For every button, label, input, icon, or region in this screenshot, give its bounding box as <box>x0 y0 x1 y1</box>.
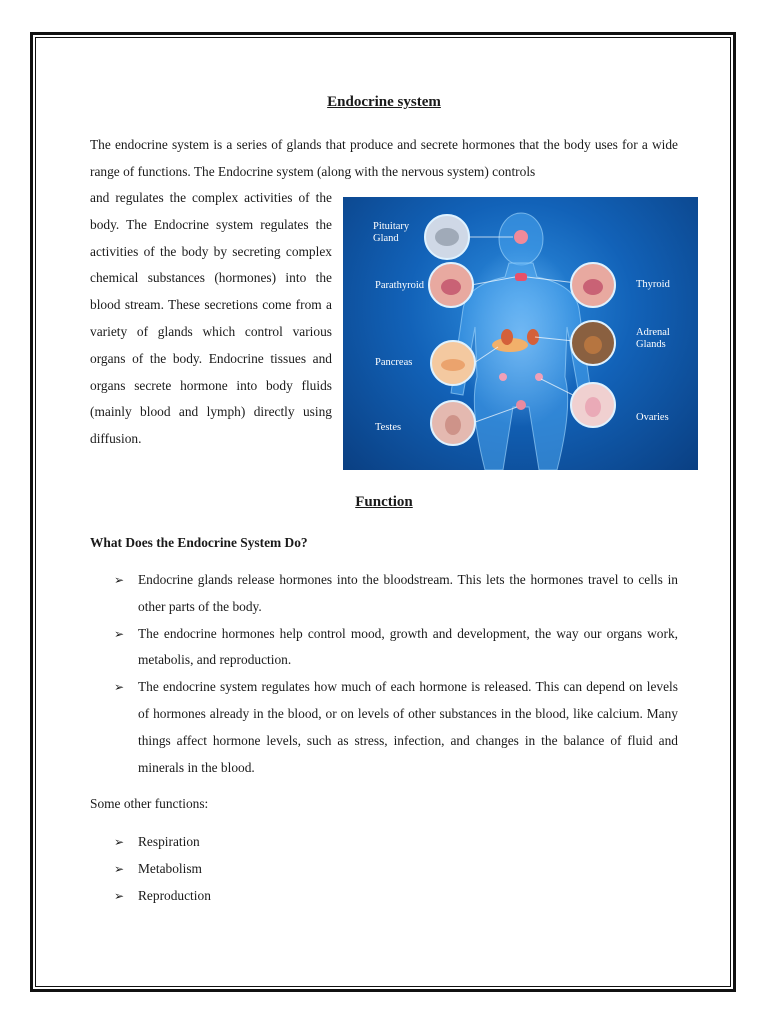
label-pituitary-gland: Pituitary Gland <box>373 221 410 244</box>
bullet-text: The endocrine hormones help control mood, growth and development, the way our organs work, metabolis, and reproduction. <box>138 625 678 668</box>
arrow-bullet-icon: ➢ <box>114 626 125 641</box>
label-testes: Testes <box>375 422 402 433</box>
function-heading: Function <box>355 494 413 510</box>
other-functions-list <box>112 829 211 909</box>
label-parathyroid: Parathyroid <box>375 280 424 291</box>
arrow-bullet-icon: ➢ <box>114 680 125 695</box>
label-pancreas: Pancreas <box>375 357 413 368</box>
label-ovaries: Ovaries <box>636 412 669 423</box>
function-respiration: Respiration <box>138 834 200 849</box>
arrow-bullet-icon: ➢ <box>114 835 125 849</box>
list-item <box>112 621 678 675</box>
bullet-text: The endocrine system regulates how much of each hormone is released. This can depend on levels of hormones already in the blood, or on levels of other substances in the blood, like calcium. Many things affect hormone levels, such as stress, infection, and changes in the balance of fluid and minerals in the blood. <box>138 679 678 775</box>
list-item <box>112 567 678 621</box>
list-item <box>112 856 211 883</box>
arrow-bullet-icon: ➢ <box>114 573 125 587</box>
bullet-text: Endocrine glands release hormones into the bloodstream. This lets the hormones travel to cells in other parts of the body. <box>138 572 678 614</box>
wrapped-paragraph: and regulates the complex activities of the body. The Endocrine system regulates the activities of the body by secreting complex chemical substances (hormones) into the blood stream. These secretions come from a variety of glands which control various organs of the body. Endocrine tissues and organs secrete hormone into body fluids (mainly blood and lymph) directly using diffusion. <box>90 190 332 447</box>
document-title: Endocrine system <box>327 94 441 110</box>
function-bullet-list <box>112 567 678 781</box>
intro-paragraph: The endocrine system is a series of glands that produce and secrete hormones that the body uses for a wide range of functions. The Endocrine system (along with the nervous system) controls <box>90 137 678 179</box>
other-functions-label: Some other functions: <box>90 796 209 811</box>
label-adrenal-glands: Adrenal Glands <box>636 327 670 350</box>
function-metabolism: Metabolism <box>138 860 202 876</box>
question-heading: What Does the Endocrine System Do? <box>90 535 308 550</box>
arrow-bullet-icon: ➢ <box>114 861 125 876</box>
list-item <box>112 829 211 856</box>
list-item <box>112 883 211 910</box>
endocrine-figure <box>343 197 698 470</box>
label-thyroid: Thyroid <box>636 279 670 290</box>
list-item <box>112 674 678 781</box>
arrow-bullet-icon: ➢ <box>114 888 125 903</box>
function-reproduction: Reproduction <box>138 887 211 903</box>
